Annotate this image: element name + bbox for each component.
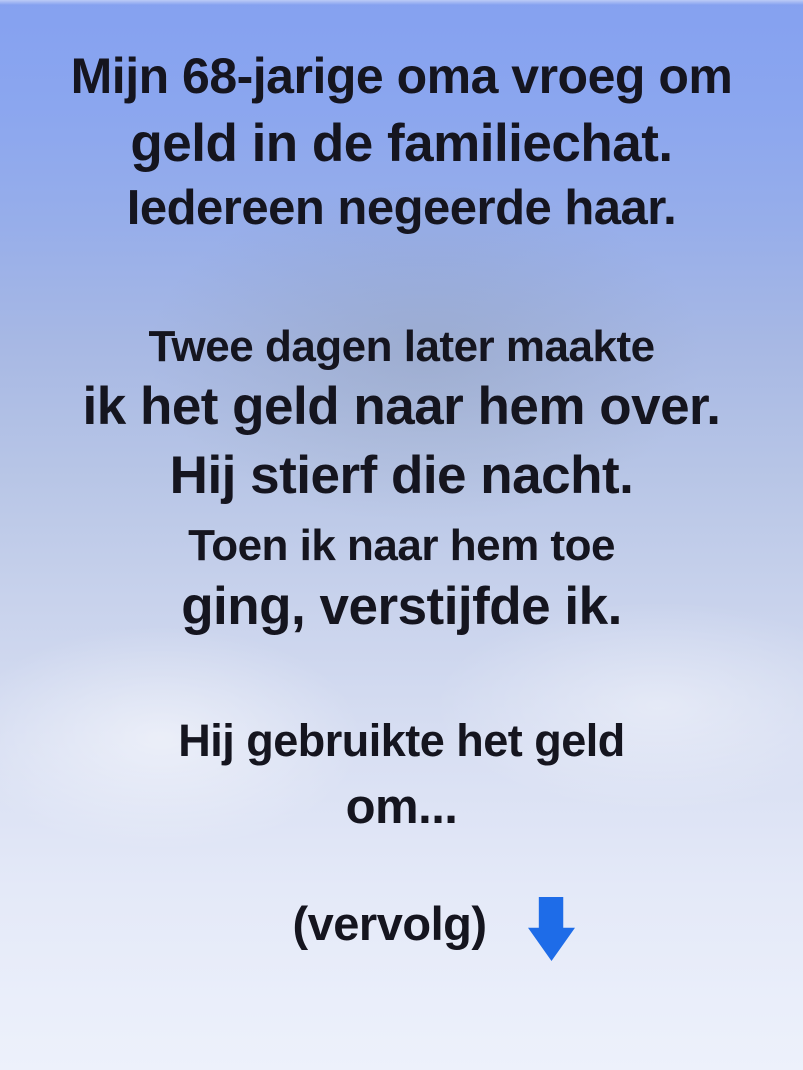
story-block1-line1: Mijn 68-jarige oma vroeg om [70, 48, 733, 104]
story-block1-line3: Iedereen negeerde haar. [126, 181, 677, 235]
continuation-label: (vervolg) [292, 897, 487, 950]
story-block1-line2: geld in de familiechat. [130, 114, 673, 173]
story-block2-line2: ik het geld naar hem over. [82, 377, 721, 436]
story-block2-line3: Hij stierf die nacht. [169, 446, 634, 505]
story-block3-line1: Hij gebruikte het geld [178, 715, 625, 766]
story-block3-line2: om... [345, 780, 458, 834]
story-block2-line4: Toen ik naar hem toe [188, 521, 615, 570]
story-block2-line5: ging, verstijfde ik. [181, 577, 622, 636]
story-block2-line1: Twee dagen later maakte [148, 322, 655, 371]
